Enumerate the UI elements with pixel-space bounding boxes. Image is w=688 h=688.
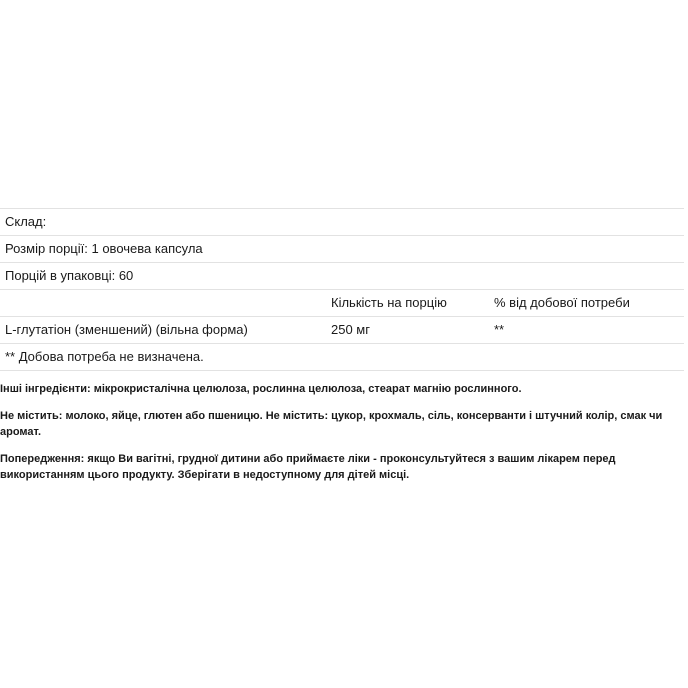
footnote-row (0, 344, 684, 371)
free-from-text-2: цукор, крохмаль, сіль, консерванти і штучний колір, смак чи аромат. (0, 410, 663, 438)
warning-label: Попередження: (0, 453, 85, 465)
supplement-facts-table (0, 208, 684, 371)
free-from-label-2: Не містить: (265, 410, 329, 422)
free-from-label: Не містить: (0, 410, 63, 422)
servings-per-container: Порцій в упаковці: 60 (5, 268, 134, 283)
composition-label: Склад: (5, 214, 47, 229)
other-ingredients-note (0, 381, 680, 397)
serving-size: Розмір порції: 1 овочева капсула (5, 241, 203, 256)
serving-size-row (0, 236, 684, 263)
amount-header: Кількість на порцію (331, 295, 447, 310)
table-row (0, 317, 684, 344)
footnote: ** Добова потреба не визначена. (5, 349, 204, 364)
free-from-text-1: молоко, яйце, глютен або пшеницю. (62, 410, 266, 422)
warning-text: якщо Ви вагітні, грудної дитини або приймаєте ліки - проконсультуйтеся з вашим лікарем перед використанням цього продукту. Зберігати в недоступному для дітей місці. (0, 453, 616, 481)
composition-row (0, 209, 684, 236)
product-notes (0, 381, 680, 494)
other-ingredients-text: мікрокристалічна целюлоза, рослинна целюлоза, стеарат магнію рослинного. (90, 383, 522, 395)
free-from-note (0, 408, 680, 440)
table-header-row (0, 290, 684, 317)
ingredient-amount: 250 мг (331, 322, 370, 337)
ingredient-daily-value: ** (494, 322, 505, 337)
daily-value-header: % від добової потреби (494, 295, 630, 310)
servings-per-container-row (0, 263, 684, 290)
warning-note (0, 451, 680, 483)
other-ingredients-label: Інші інгредієнти: (0, 383, 91, 395)
ingredient-name: L-глутатіон (зменшений) (вільна форма) (5, 322, 248, 337)
